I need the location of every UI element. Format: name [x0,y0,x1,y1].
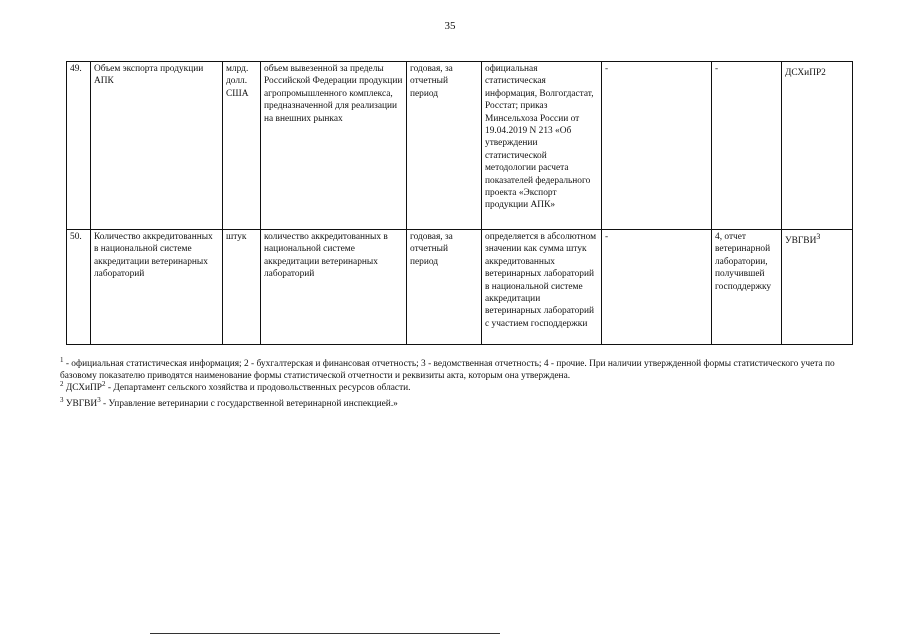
footnote-3 [60,395,870,410]
scan-edge-line [150,633,500,634]
column-8: - [712,62,782,230]
footnote-1 [60,355,870,382]
column-7: - [602,62,712,230]
periodicity: годовая, за отчетный период [407,230,482,345]
footnote-mark: 1 [60,355,64,364]
indicator-name: Объем экспорта продукции АПК [91,62,223,230]
footnote-lead: ДСХиПР [65,383,103,394]
footnote-text: - официальная статистическая информация; 2 - бухгалтерская и финансовая отчетность; 3 - ведомственная отчетность; 4 - прочие. При наличии утвержденной формы статистического учета по базовому показателю приводятся наименование формы статистической отчетности и реквизиты акта, которым она утверждена. [60,359,835,382]
row-number: 49. [67,62,91,230]
responsible-sup: 3 [816,232,821,241]
footnote-lead-sup: 2 [102,380,106,389]
table-row [67,62,853,230]
table-row [67,230,853,345]
responsible-name: УВГВИ [785,236,817,247]
indicator-name: Количество аккредитованных в национальной системе аккредитации ветеринарных лабораторий [91,230,223,345]
indicators-table [66,61,853,345]
footnote-2 [60,382,870,394]
unit-of-measure: штук [223,230,261,345]
footnotes [60,355,870,410]
footnote-lead-sup: 3 [97,395,101,404]
indicator-definition: объем вывезенной за пределы Российской Федерации продукции агропромышленного комплекса, предназначенной для реализации на внешних рынках [261,62,407,230]
unit-of-measure: млрд. долл. США [223,62,261,230]
page-number: 35 [444,20,456,32]
column-8: 4, отчет ветеринарной лаборатории, получившей господдержку [712,230,782,345]
responsible-body [782,230,853,345]
row-number: 50. [67,230,91,345]
data-source: определяется в абсолютном значении как сумма штук аккредитованных ветеринарных лабораторий в национальной системе аккредитации ветеринарных лабораторий с участием господдержки [482,230,602,345]
footnote-mark: 3 [60,395,64,404]
column-7: - [602,230,712,345]
indicator-definition: количество аккредитованных в национальной системе аккредитации ветеринарных лабораторий [261,230,407,345]
responsible-name: ДСХиПР2 [785,68,826,79]
responsible-body [782,62,853,230]
footnote-mark: 2 [60,380,64,389]
periodicity: годовая, за отчетный период [407,62,482,230]
footnote-text: - Департамент сельского хозяйства и продовольственных ресурсов области. [105,383,411,394]
footnote-lead: УВГВИ [65,398,98,409]
data-source: официальная статистическая информация, Волгогдастат, Росстат; приказ Минсельхоза России от 19.04.2019 N 213 «Об утверждении статистической методологии расчета показателей федерального проекта «Экспорт продукции АПК» [482,62,602,230]
footnote-text: - Управление ветеринарии с государственной ветеринарной инспекцией.» [100,398,398,409]
